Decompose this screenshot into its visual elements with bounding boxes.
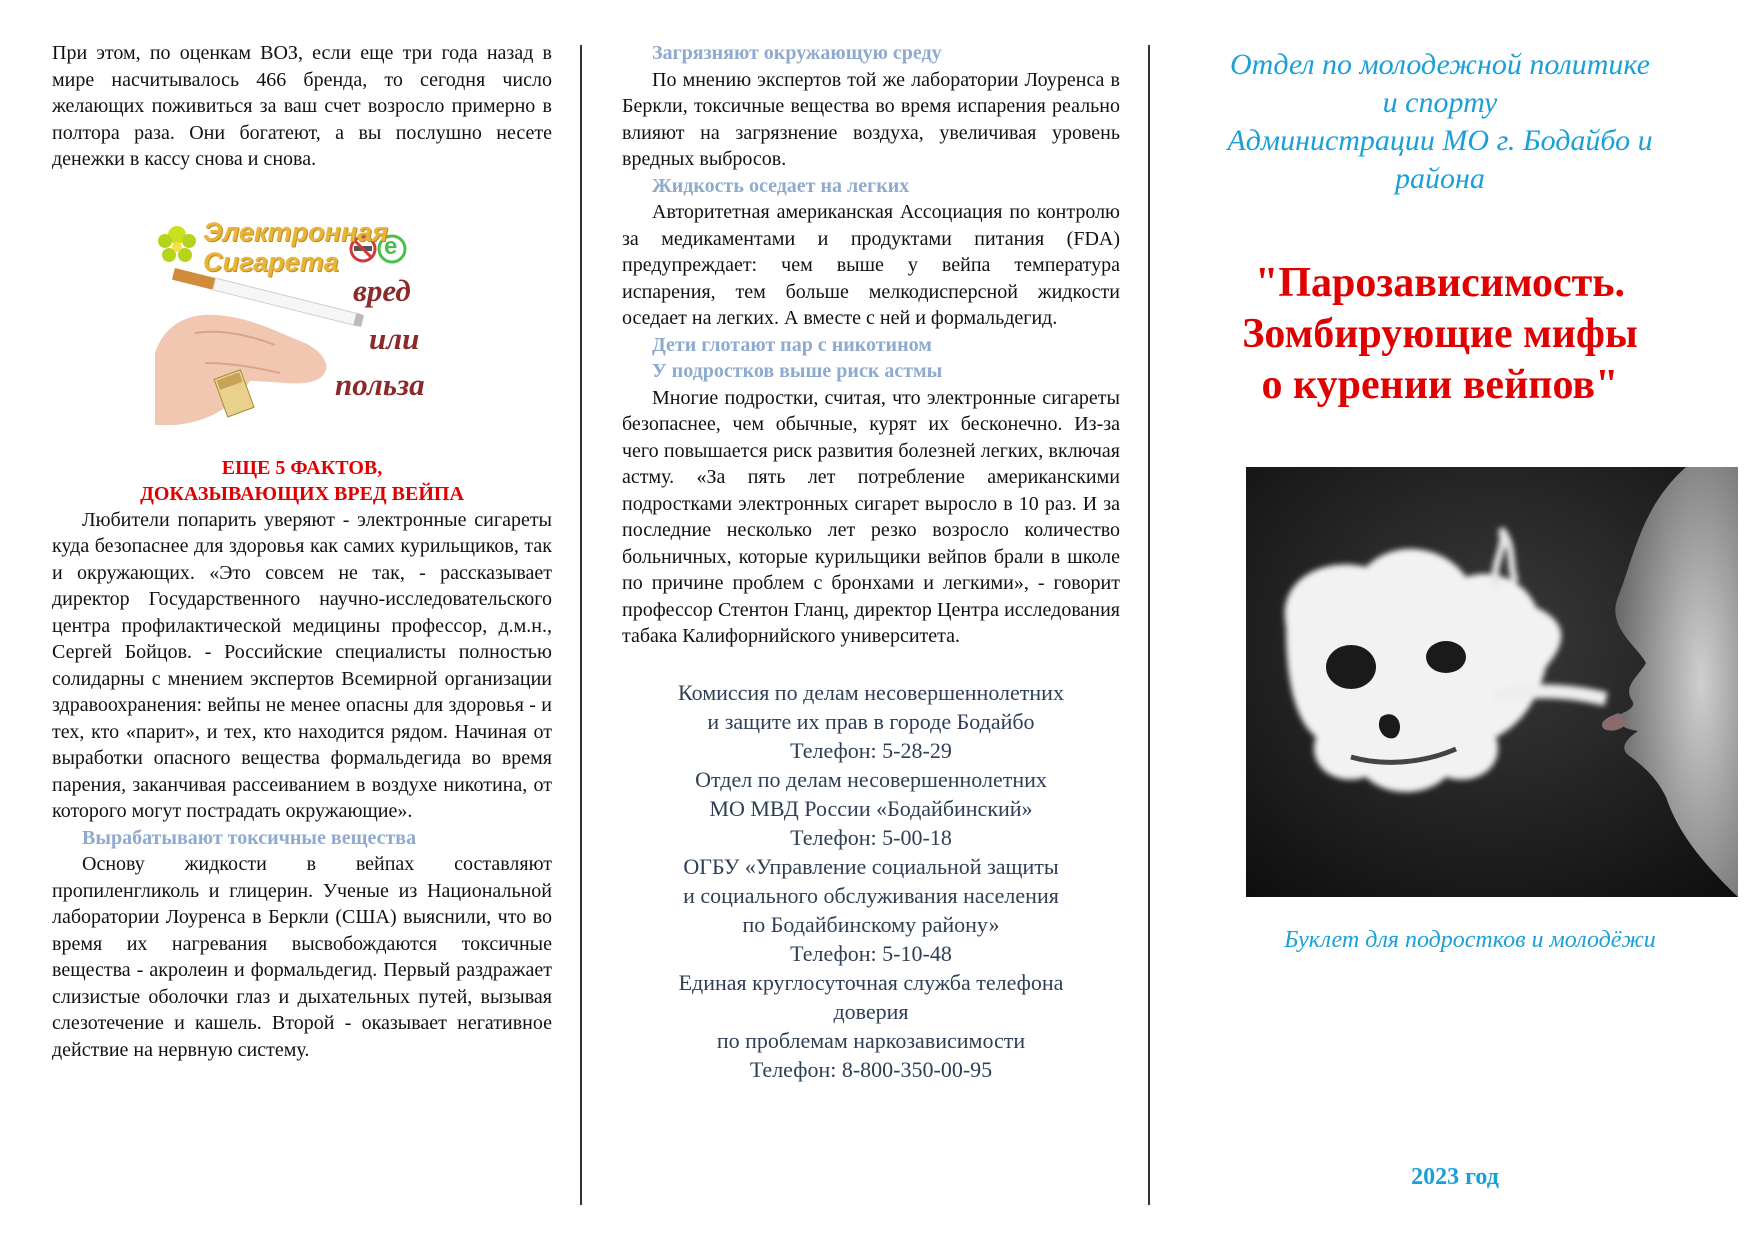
org-line-1: Отдел по молодежной политике bbox=[1230, 48, 1650, 81]
contact-line: доверия bbox=[833, 998, 909, 1024]
booklet-title bbox=[1170, 258, 1710, 411]
contact-phone: Телефон: 5-28-29 bbox=[790, 737, 952, 763]
org-line-4: района bbox=[1395, 162, 1485, 195]
lungs-paragraph: Авторитетная американская Ассоциация по контролю за медикаментами и продуктами питания (FDA) предупреждает: чем выше у вейпа температура испарения, тем больше мелкодисперсной жидкости оседает на легких. А вместе с ней и формальдегид. bbox=[622, 201, 1120, 329]
facts-heading-line-2: ДОКАЗЫВАЮЩИХ ВРЕД ВЕЙПА bbox=[140, 482, 464, 505]
contact-line: по Бодайбинскому району» bbox=[742, 911, 1000, 937]
contact-line: и социального обслуживания населения bbox=[683, 882, 1059, 908]
e-cigarette-illustration bbox=[155, 203, 455, 425]
illustration-word-ili: или bbox=[369, 320, 420, 356]
column-divider-1 bbox=[580, 45, 582, 1205]
facts-paragraph-2: Основу жидкости в вейпах составляют пропиленгликоль и глицерин. Ученые из Национальной лаборатории Лоуренса в Беркли (США) выяснили, что во время их нагревания высвобождаются токсичные вещества - акролеин и формальдегид. Первый раздражает слизистые оболочки глаз и дыхательных путей, вызывая слезотечение и кашель. Второй - оказывает негативное действие на нервную систему. bbox=[52, 853, 552, 1061]
middle-column bbox=[622, 40, 1120, 1084]
contact-phone: Телефон: 8-800-350-00-95 bbox=[749, 1056, 993, 1082]
subheading-toxic: Вырабатывают токсичные вещества bbox=[82, 826, 417, 849]
illustration-e-letter: e bbox=[384, 232, 398, 260]
year-label: 2023 год bbox=[1411, 1164, 1499, 1190]
title-line-3: о курении вейпов" bbox=[1261, 362, 1619, 408]
skull-smoke-image bbox=[1246, 467, 1738, 897]
org-line-2: и спорту bbox=[1382, 86, 1498, 119]
contact-line: Отдел по делам несовершеннолетних bbox=[695, 766, 1047, 792]
contact-line: ОГБУ «Управление социальной защиты bbox=[683, 853, 1059, 879]
skull-eye-right bbox=[1426, 641, 1466, 673]
org-line-3: Администрации МО г. Бодайбо и bbox=[1227, 124, 1653, 157]
flower-icon bbox=[158, 226, 196, 262]
contact-line: Комиссия по делам несовершеннолетних bbox=[678, 679, 1064, 705]
facts-paragraph-1: Любители попарить уверяют - электронные сигареты куда безопаснее для здоровья как самих курильщиков, так и окружающих. «Это совсем не так, - рассказывает директор Государственного научно-исследовательского центра профилактической медицины профессор, д.м.н., Сергей Бойцов. - Российские специалисты полностью солидарны с мнением экспертов Всемирной организации здравоохранения: вейпы не менее опасны для здоровья - и тех, кто «парит», и тех, кто находится рядом. Начиная от выработки опасного вещества формальдегида во время парения, заканчивая рассеиванием в воздухе никотина, от которого могут пострадать окружающие». bbox=[52, 508, 552, 822]
intro-paragraph: При этом, по оценкам ВОЗ, если еще три года назад в мире насчитывалось 466 бренда, то сегодня число желающих поживиться за ваш счет возросло примерно в полтора раза. Они богатеют, а вы послушно несете денежки в кассу снова и снова. bbox=[52, 42, 552, 170]
contact-phone: Телефон: 5-00-18 bbox=[790, 824, 952, 850]
illustration-title-1: Электронная bbox=[203, 216, 389, 247]
title-line-2: Зомбирующие мифы bbox=[1242, 311, 1638, 357]
contact-line: МО МВД России «Бодайбинский» bbox=[709, 795, 1033, 821]
cover-column bbox=[1170, 40, 1710, 1191]
subheading-children: Дети глотают пар с никотином bbox=[652, 333, 932, 356]
asthma-paragraph: Многие подростки, считая, что электронные сигареты безопаснее, чем обычные, курят их бесконечно. Из-за чего повышается риск развития болезней легких, включая астму. «За пять лет потребление американскими подростками электронных сигарет выросло в 10 раз. И за последние несколько лет резко возросло количество больничных, которые курильщики вейпов брали в школе по причине проблем с бронхами и легкими», - говорит профессор Стентон Гланц, директор Центра исследования табака Калифорнийского университета. bbox=[622, 386, 1120, 647]
illustration-word-vred: вред bbox=[353, 272, 411, 308]
subheading-lungs: Жидкость оседает на легких bbox=[652, 174, 910, 197]
organization-block bbox=[1170, 46, 1710, 198]
illustration-word-polza: польза bbox=[335, 366, 425, 402]
column-divider-2 bbox=[1148, 45, 1150, 1205]
left-column bbox=[52, 40, 552, 1063]
title-line-1: "Парозависимость. bbox=[1255, 260, 1625, 306]
contact-line: Единая круглосуточная служба телефона bbox=[678, 969, 1064, 995]
contact-phone: Телефон: 5-10-48 bbox=[790, 940, 952, 966]
contacts-block bbox=[622, 678, 1120, 1084]
facts-heading-line-1: ЕЩЕ 5 ФАКТОВ, bbox=[221, 456, 383, 479]
skull-eye-left bbox=[1326, 645, 1376, 689]
subheading-asthma: У подростков выше риск астмы bbox=[652, 360, 943, 382]
illustration-title-2: Сигарета bbox=[203, 246, 339, 277]
contact-line: и защите их прав в городе Бодайбо bbox=[707, 708, 1035, 734]
subheading-environment: Загрязняют окружающую среду bbox=[652, 42, 942, 64]
booklet-subtitle: Буклет для подростков и молодёжи bbox=[1284, 927, 1656, 953]
contact-line: по проблемам наркозависимости bbox=[716, 1027, 1026, 1053]
environment-paragraph: По мнению экспертов той же лаборатории Лоуренса в Беркли, токсичные вещества во время испарения реально влияют на загрязнение воздуха, увеличивая уровень вредных выбросов. bbox=[622, 68, 1120, 170]
